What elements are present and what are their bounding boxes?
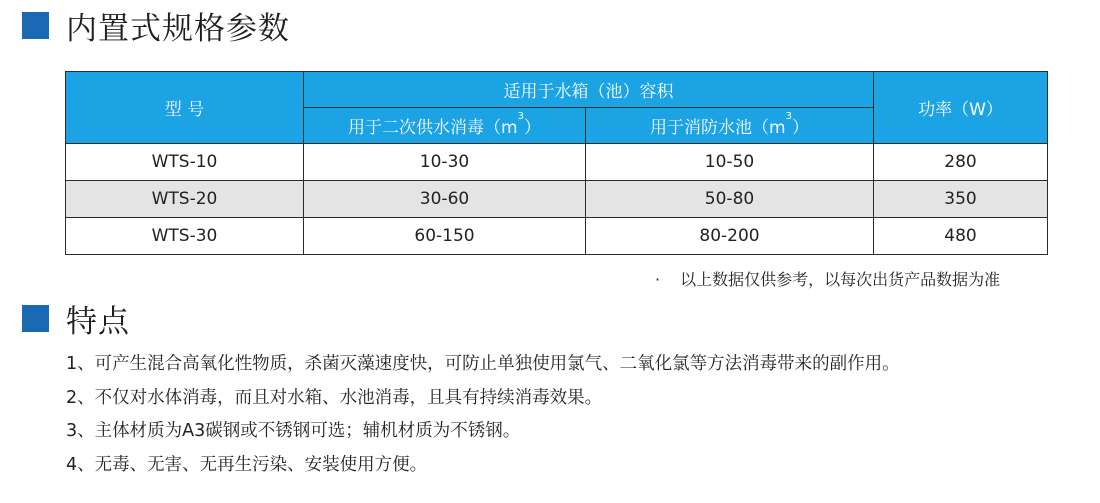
model-cell: WTS-30 — [66, 218, 304, 255]
note-text: 以上数据仅供参考，以每次出货产品数据为准 — [680, 270, 1001, 289]
features-heading-title: 特点 — [66, 303, 130, 340]
unit-close: ） — [791, 118, 809, 138]
supply-volume-header-label: 用于二次供水消毒（m — [348, 118, 518, 138]
unit-exponent: 3 — [785, 111, 792, 122]
power-cell: 350 — [874, 181, 1048, 218]
power-cell: 480 — [874, 218, 1048, 255]
note-bullet: · — [655, 270, 661, 289]
model-header-label: 型 号 — [164, 100, 205, 120]
fire-volume-cell: 50-80 — [586, 181, 874, 218]
model-cell: WTS-20 — [66, 181, 304, 218]
power-cell: 280 — [874, 144, 1048, 181]
spec-table — [65, 71, 1048, 255]
supply-volume-header — [304, 108, 586, 144]
feature-list — [66, 348, 900, 482]
feature-item: 2、不仅对水体消毒，而且对水箱、水池消毒，且具有持续消毒效果。 — [66, 387, 603, 408]
specs-section-heading — [22, 5, 290, 45]
fire-volume-cell: 10-50 — [586, 144, 874, 181]
table-row — [66, 218, 1048, 255]
features-section-heading — [22, 298, 130, 338]
feature-item: 3、主体材质为A3碳钢或不锈钢可选；辅机材质为不锈钢。 — [66, 421, 521, 441]
section-marker-icon — [22, 12, 49, 39]
table-row — [66, 144, 1048, 181]
supply-volume-cell: 30-60 — [304, 181, 586, 218]
fire-volume-header-label: 用于消防水池（m — [650, 118, 786, 138]
power-header: 功率（W） — [874, 72, 1048, 144]
fire-volume-cell: 80-200 — [586, 218, 874, 255]
specs-heading-title: 内置式规格参数 — [66, 10, 290, 47]
feature-item: 1、可产生混合高氧化性物质，杀菌灭藻速度快，可防止单独使用氯气、二氧化氯等方法消毒带来的副作用。 — [66, 354, 900, 374]
table-row — [66, 181, 1048, 218]
section-marker-icon — [22, 305, 49, 332]
supply-volume-cell: 10-30 — [304, 144, 586, 181]
unit-exponent: 3 — [517, 111, 524, 122]
model-cell: WTS-10 — [66, 144, 304, 181]
supply-volume-cell: 60-150 — [304, 218, 586, 255]
data-disclaimer-note — [655, 267, 1000, 290]
model-header — [66, 72, 304, 144]
volume-header: 适用于水箱（池）容积 — [304, 72, 874, 108]
fire-volume-header — [586, 108, 874, 144]
feature-item: 4、无毒、无害、无再生污染、安装使用方便。 — [66, 454, 428, 475]
unit-close: ） — [523, 118, 541, 138]
